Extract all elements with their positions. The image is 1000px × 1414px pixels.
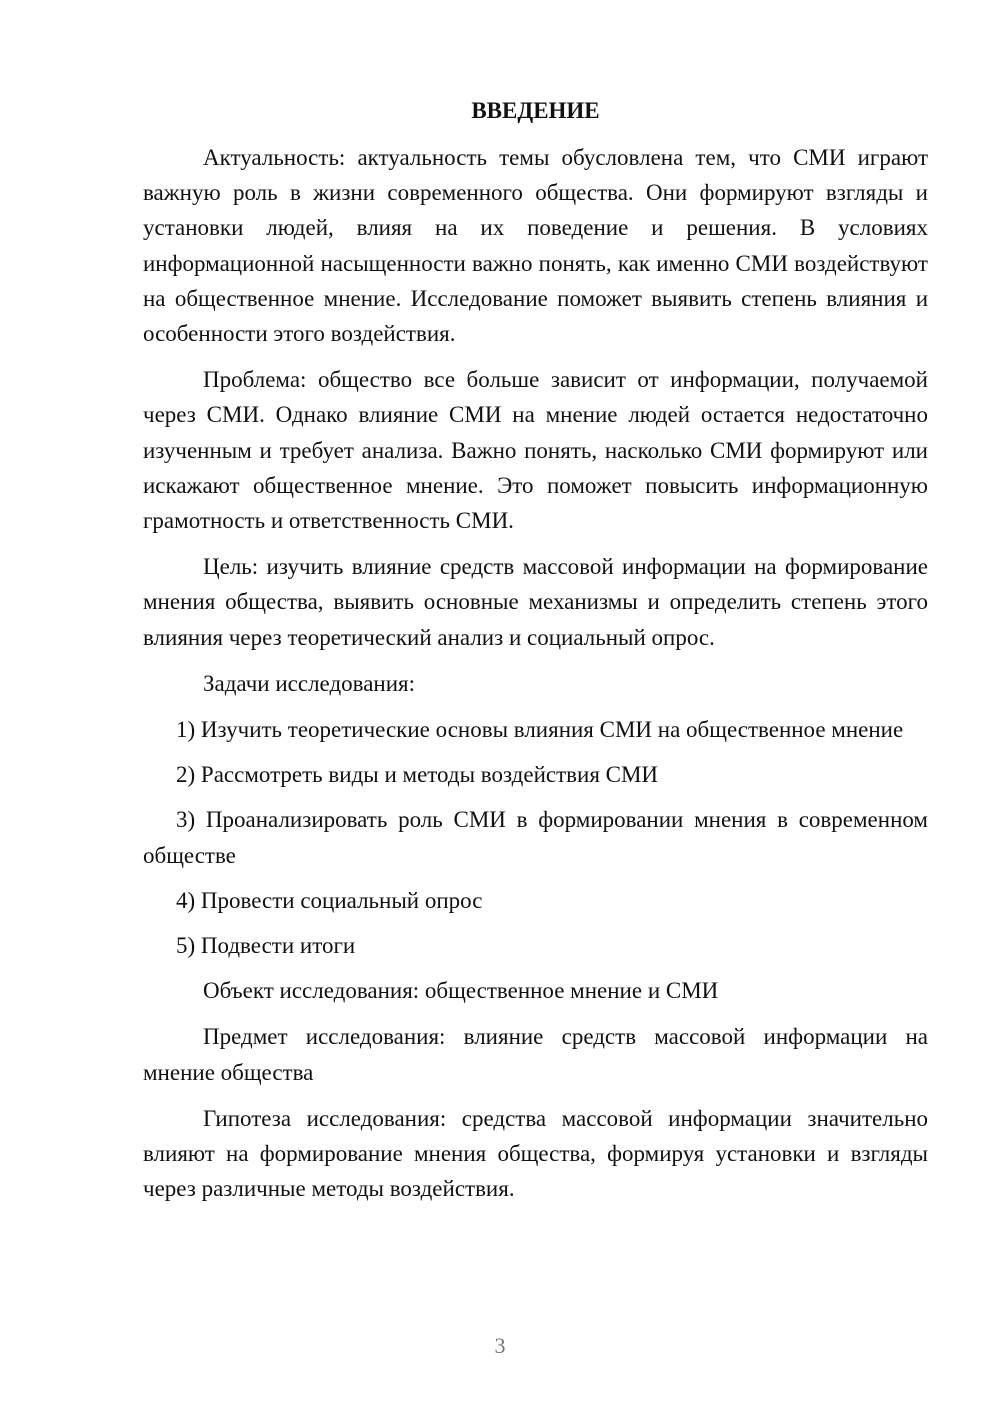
page-content (143, 96, 928, 1206)
task-item-2: 2) Рассмотреть виды и методы воздействия СМИ (176, 762, 659, 788)
page-title: ВВЕДЕНИЕ (471, 98, 600, 123)
task-item-3: 3) Проанализировать роль СМИ в формировании мнения в современном обществе (143, 807, 928, 868)
task-item-1: 1) Изучить теоретические основы влияния СМИ на общественное мнение (176, 717, 904, 743)
paragraph-hypothesis: Гипотеза исследования: средства массовой информации значительно влияют на формирование мнения общества, формируя установки и взгляды через различные методы воздействия. (143, 1105, 928, 1202)
paragraph-problem: Проблема: общество все больше зависит от информации, получаемой через СМИ. Однако влияние СМИ на мнение людей остается недостаточно изученным и требует анализа. Важно понять, насколько СМИ формируют или искажают общественное мнение. Это поможет повысить информационную грамотность и ответственность СМИ. (143, 367, 928, 534)
paragraph-subject: Предмет исследования: влияние средств массовой информации на мнение общества (143, 1024, 928, 1085)
task-item-4: 4) Провести социальный опрос (176, 887, 483, 913)
paragraph-object: Объект исследования: общественное мнение и СМИ (203, 978, 719, 1004)
page-number: 3 (494, 1333, 506, 1358)
paragraph-relevance: Актуальность: актуальность темы обусловлена тем, что СМИ играют важную роль в жизни современного общества. Они формируют взгляды и установки людей, влияя на их поведение и решения. В условиях информационной насыщенности важно понять, как именно СМИ воздействуют на общественное мнение. Исследование поможет выявить степень влияния и особенности этого воздействия. (143, 145, 928, 347)
paragraph-goal: Цель: изучить влияние средств массовой информации на формирование мнения общества, выявить основные механизмы и определить степень этого влияния через теоретический анализ и социальный опрос. (143, 554, 928, 650)
paragraph-tasks-heading: Задачи исследования: (203, 670, 416, 696)
task-item-5: 5) Подвести итоги (176, 933, 356, 959)
